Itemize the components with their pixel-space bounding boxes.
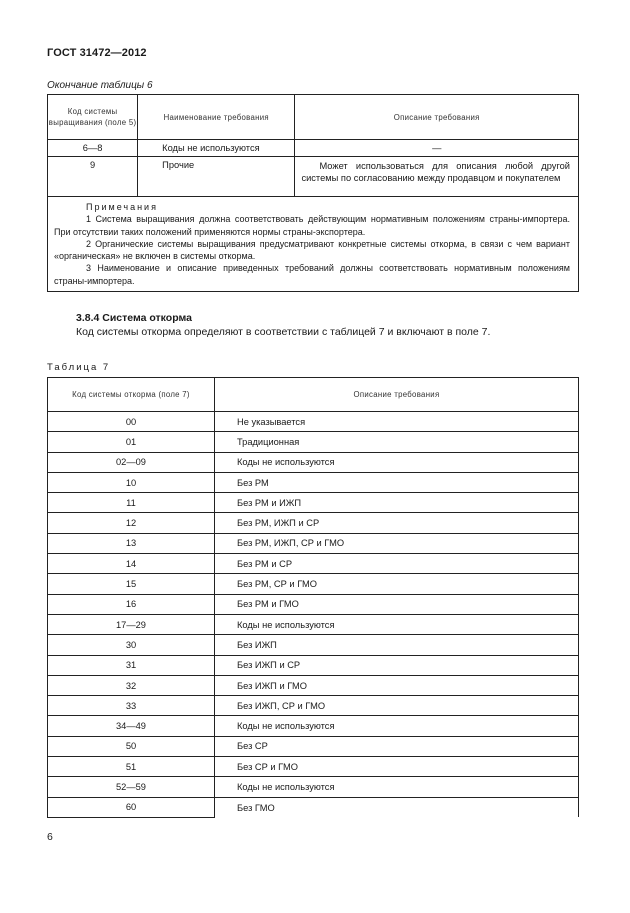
note-item: 2 Органические системы выращивания предусматривают конкретные системы откорма, в связи с чем вариант «органическая» не включен в системы откорма. (54, 238, 570, 262)
table7-cell-code: 34—49 (48, 716, 215, 736)
table7-cell-description: Без РМ и ИЖП (215, 493, 579, 513)
table-row (48, 736, 579, 756)
table7-cell-code: 14 (48, 554, 215, 574)
table7-caption: Таблица 7 (47, 362, 111, 373)
table7-cell-description: Без ГМО (215, 797, 579, 817)
note-item: 1 Система выращивания должна соответствовать действующим нормативным положениям страны-импортера. При отсутствии таких положений применяются нормы страны-экспортера. (54, 214, 570, 237)
table7-cell-code: 52—59 (48, 777, 215, 797)
table7-cell-description: Коды не используются (215, 452, 579, 472)
table-row (48, 757, 579, 777)
table7-cell-code: 17—29 (48, 614, 215, 634)
table7-cell-code: 33 (48, 696, 215, 716)
table6-cell-description: — (295, 140, 579, 157)
page-number: 6 (47, 831, 53, 843)
table7-cell-description: Без ИЖП и ГМО (215, 675, 579, 695)
table7-cell-code: 11 (48, 493, 215, 513)
table7-cell-code: 13 (48, 533, 215, 553)
table6-cell-code: 9 (48, 157, 138, 197)
table7-cell-description: Без ИЖП (215, 635, 579, 655)
table7-header-row (48, 378, 579, 412)
table-row (48, 432, 579, 452)
table7-cell-description: Без СР и ГМО (215, 757, 579, 777)
table7-cell-code: 51 (48, 757, 215, 777)
table7-header-description: Описание требования (215, 378, 579, 412)
table6-header-description: Описание требования (295, 95, 579, 140)
table7-cell-description: Без ИЖП, СР и ГМО (215, 696, 579, 716)
table7-cell-code: 01 (48, 432, 215, 452)
section-heading: 3.8.4 Система откорма (76, 312, 192, 324)
table6-notes-row (48, 197, 579, 292)
document-header: ГОСТ 31472—2012 (47, 47, 147, 59)
section-paragraph: Код системы откорма определяют в соответствии с таблицей 7 и включают в поле 7. (76, 326, 491, 338)
table6-notes (48, 197, 579, 292)
table6-caption: Окончание таблицы 6 (47, 80, 153, 91)
table-row (48, 513, 579, 533)
table7-cell-description: Не указывается (215, 412, 579, 432)
table7-cell-code: 02—09 (48, 452, 215, 472)
table7-cell-code: 10 (48, 472, 215, 492)
table-row (48, 157, 579, 197)
table6-cell-name: Прочие (138, 157, 295, 197)
table7-cell-code: 31 (48, 655, 215, 675)
table7-cell-code: 16 (48, 594, 215, 614)
table7-cell-description: Без СР (215, 736, 579, 756)
table7-cell-code: 60 (48, 797, 215, 817)
table-row (48, 696, 579, 716)
table-row (48, 493, 579, 513)
table7-cell-description: Без ИЖП и СР (215, 655, 579, 675)
table-row (48, 635, 579, 655)
table7-cell-description: Коды не используются (215, 614, 579, 634)
table7-cell-code: 50 (48, 736, 215, 756)
table7-cell-description: Коды не используются (215, 777, 579, 797)
table6-cell-name: Коды не используются (138, 140, 295, 157)
table-row (48, 716, 579, 736)
table-row (48, 452, 579, 472)
table-row (48, 574, 579, 594)
table-row (48, 554, 579, 574)
table6-header-row (48, 95, 579, 140)
notes-title: Примечания (86, 202, 158, 212)
table7-cell-description: Без РМ (215, 472, 579, 492)
table-row (48, 140, 579, 157)
table7-cell-code: 00 (48, 412, 215, 432)
table7-cell-description: Без РМ, ИЖП, СР и ГМО (215, 533, 579, 553)
table-row (48, 472, 579, 492)
table-row (48, 777, 579, 797)
table6-description-text: Может использоваться для описания любой другой системы по согласованию между продавцом и покупателем (301, 161, 570, 184)
table7-cell-description: Без РМ, ИЖП и СР (215, 513, 579, 533)
table7-cell-code: 30 (48, 635, 215, 655)
table-row (48, 655, 579, 675)
table-row (48, 594, 579, 614)
table-row (48, 675, 579, 695)
table7-cell-description: Без РМ и ГМО (215, 594, 579, 614)
table-row (48, 797, 579, 817)
table7-cell-code: 15 (48, 574, 215, 594)
table7-body (48, 412, 579, 818)
table6-header-code: Код системы выращивания (поле 5) (48, 95, 138, 140)
table7-cell-description: Коды не используются (215, 716, 579, 736)
table-row (48, 533, 579, 553)
table-row (48, 412, 579, 432)
table6-header-name: Наименование требования (138, 95, 295, 140)
table6-cell-description (295, 157, 579, 197)
table-row (48, 614, 579, 634)
table-7 (47, 377, 579, 818)
table7-cell-code: 12 (48, 513, 215, 533)
table6-cell-code: 6—8 (48, 140, 138, 157)
note-item: 3 Наименование и описание приведенных требований должны соответствовать нормативным положениям страны-импортера. (54, 263, 570, 286)
table7-cell-description: Без РМ, СР и ГМО (215, 574, 579, 594)
table7-header-code: Код системы откорма (поле 7) (48, 378, 215, 412)
table7-cell-code: 32 (48, 675, 215, 695)
table-6 (47, 94, 579, 292)
table7-cell-description: Без РМ и СР (215, 554, 579, 574)
table7-cell-description: Традиционная (215, 432, 579, 452)
